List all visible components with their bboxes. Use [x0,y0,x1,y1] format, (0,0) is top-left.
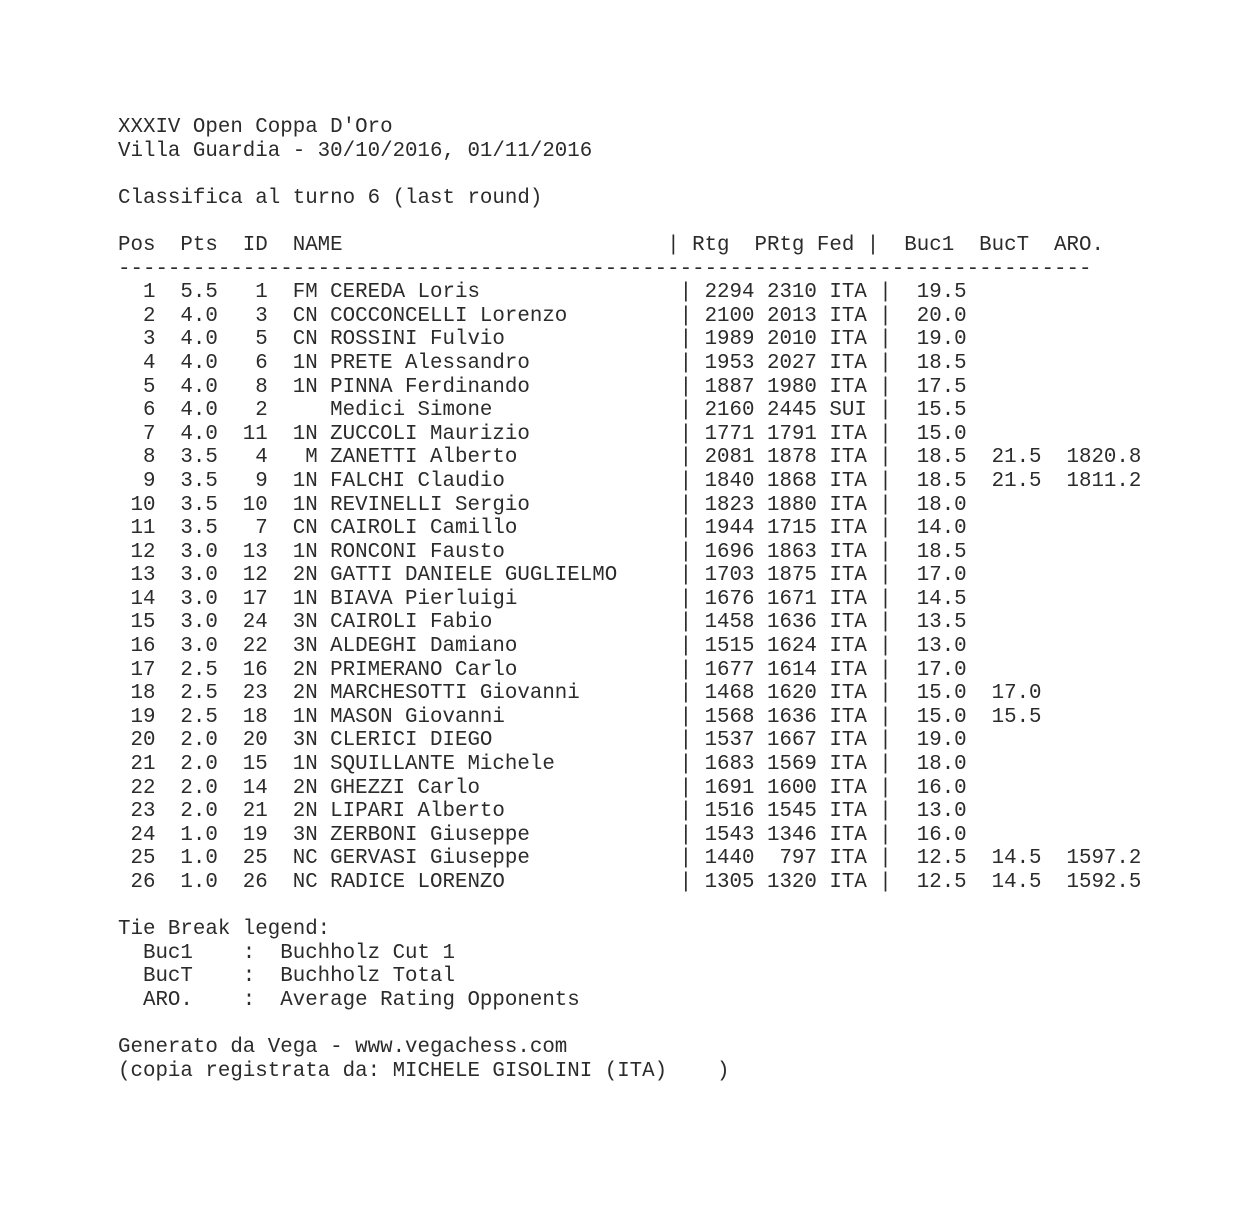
table-row: 20 2.0 20 3N CLERICI DIEGO | 1537 1667 ITA | 19.0 [118,729,967,753]
standings-subtitle: Classifica al turno 6 (last round) [118,186,543,210]
spacer [118,895,1141,919]
spacer [118,210,1141,234]
table-row: 26 1.0 26 NC RADICE LORENZO | 1305 1320 ITA | 12.5 14.5 1592.5 [118,871,1142,894]
spacer [118,1013,1141,1037]
tournament-title: XXXIV Open Coppa D'Oro [118,116,393,139]
spacer [118,163,1141,187]
table-row: 6 4.0 2 Medici Simone | 2160 2445 SUI | 15.5 [118,399,967,423]
table-row: 19 2.5 18 1N MASON Giovanni | 1568 1636 ITA | 15.0 15.5 [118,705,1042,729]
table-row: 1 5.5 1 FM CEREDA Loris | 2294 2310 ITA | 19.5 [118,281,967,305]
table-row: 25 1.0 25 NC GERVASI Giuseppe | 1440 797 ITA | 12.5 14.5 1597.2 [118,847,1142,871]
table-row: 14 3.0 17 1N BIAVA Pierluigi | 1676 1671 ITA | 14.5 [118,587,967,611]
table-row: 23 2.0 21 2N LIPARI Alberto | 1516 1545 ITA | 13.0 [118,800,967,824]
footer-generated: Generato da Vega - www.vegachess.com [118,1036,568,1060]
footer-registered: (copia registrata da: MICHELE GISOLINI (ITA) ) [118,1059,730,1083]
table-header: Pos Pts ID NAME | Rtg PRtg Fed | Buc1 BucT ARO. [118,233,1104,257]
table-row: 18 2.5 23 2N MARCHESOTTI Giovanni | 1468 1620 ITA | 15.0 17.0 [118,682,1042,706]
standings-table-body [118,281,1141,894]
table-row: 11 3.5 7 CN CAIROLI Camillo | 1944 1715 ITA | 14.0 [118,517,967,541]
table-row: 9 3.5 9 1N FALCHI Claudio | 1840 1868 ITA | 18.5 21.5 1811.2 [118,469,1142,493]
table-row: 5 4.0 8 1N PINNA Ferdinando | 1887 1980 ITA | 17.5 [118,375,967,399]
table-row: 3 4.0 5 CN ROSSINI Fulvio | 1989 2010 ITA | 19.0 [118,328,967,352]
table-row: 13 3.0 12 2N GATTI DANIELE GUGLIELMO | 1703 1875 ITA | 17.0 [118,564,967,588]
table-row: 17 2.5 16 2N PRIMERANO Carlo | 1677 1614 ITA | 17.0 [118,658,967,682]
standings-document [118,116,1141,1083]
legend-item-buc1: Buc1 : Buchholz Cut 1 [118,941,455,965]
tournament-location-dates: Villa Guardia - 30/10/2016, 01/11/2016 [118,139,593,163]
table-row: 16 3.0 22 3N ALDEGHI Damiano | 1515 1624 ITA | 13.0 [118,635,967,659]
table-row: 2 4.0 3 CN COCCONCELLI Lorenzo | 2100 2013 ITA | 20.0 [118,304,967,328]
legend-title: Tie Break legend: [118,918,331,942]
legend-item-buct: BucT : Buchholz Total [118,965,455,989]
table-separator: ------------------------------------------------------------------------------ [118,257,1092,281]
table-row: 12 3.0 13 1N RONCONI Fausto | 1696 1863 ITA | 18.5 [118,540,967,564]
table-row: 24 1.0 19 3N ZERBONI Giuseppe | 1543 1346 ITA | 16.0 [118,823,967,847]
table-row: 7 4.0 11 1N ZUCCOLI Maurizio | 1771 1791 ITA | 15.0 [118,422,967,446]
table-row: 10 3.5 10 1N REVINELLI Sergio | 1823 1880 ITA | 18.0 [118,493,967,517]
table-row: 4 4.0 6 1N PRETE Alessandro | 1953 2027 ITA | 18.5 [118,351,967,375]
table-row: 8 3.5 4 M ZANETTI Alberto | 2081 1878 ITA | 18.5 21.5 1820.8 [118,446,1142,470]
table-row: 15 3.0 24 3N CAIROLI Fabio | 1458 1636 ITA | 13.5 [118,611,967,635]
legend-item-aro: ARO. : Average Rating Opponents [118,988,580,1012]
table-row: 21 2.0 15 1N SQUILLANTE Michele | 1683 1569 ITA | 18.0 [118,753,967,777]
table-row: 22 2.0 14 2N GHEZZI Carlo | 1691 1600 ITA | 16.0 [118,776,967,800]
